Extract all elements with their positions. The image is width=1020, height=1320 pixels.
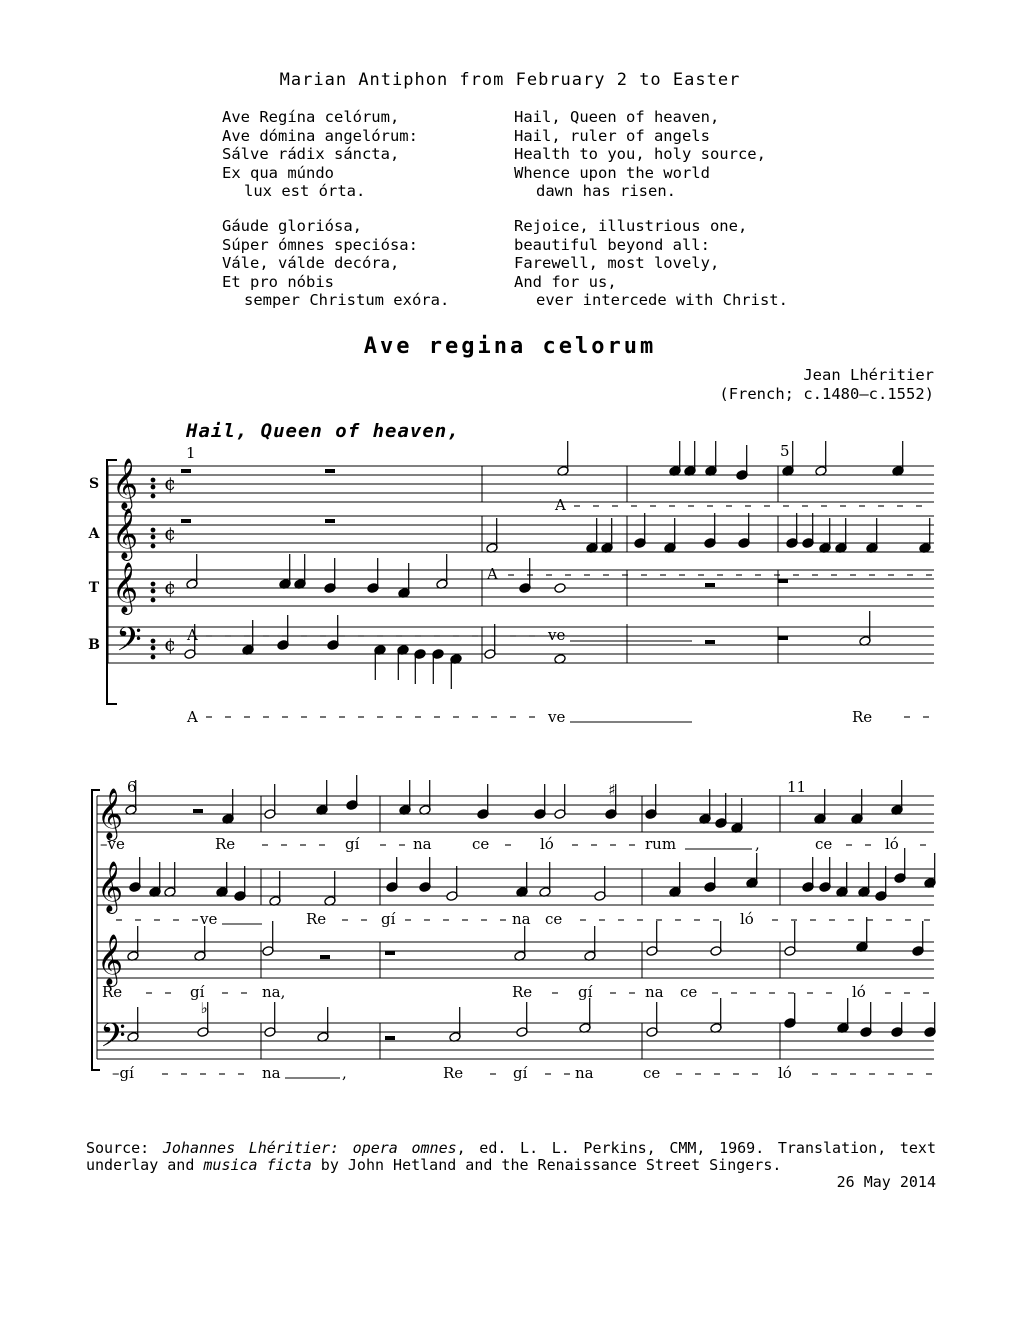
source-work: Johannes Lhéritier: opera omnes [162, 1139, 457, 1157]
lyric-syllable: , [755, 835, 760, 853]
rest [385, 1036, 395, 1040]
poem-line: lux est órta. [244, 182, 366, 200]
mensuration-dot [151, 485, 156, 490]
source-suffix: by John Hetland and the Renaissance Street Singers. [311, 1156, 782, 1174]
rest [778, 636, 788, 640]
mensuration-dot [151, 582, 156, 587]
poem-line: Health to you, holy source, [514, 145, 766, 163]
lyric-syllable: ce [472, 835, 490, 853]
lyric-syllable: ló [540, 835, 554, 853]
mensuration-dot [151, 639, 156, 644]
poem-line: Ave Regína celórum, [222, 108, 400, 126]
cut-time-icon: ¢ [164, 577, 177, 599]
poem-line: semper Christum exóra. [244, 291, 450, 309]
lyric-syllable: na [413, 835, 432, 853]
rest [705, 583, 715, 587]
lyric-syllable: ce [545, 910, 563, 928]
flat-icon: ♭ [200, 999, 208, 1017]
rest [181, 469, 191, 473]
mensuration-dot [151, 655, 156, 660]
antiphon-heading: Marian Antiphon from February 2 to Easter [279, 70, 741, 90]
treble-clef-icon: 𝄞 [97, 934, 124, 985]
lyric-syllable: ló [852, 983, 866, 1001]
measure-number: 6 [127, 778, 137, 796]
poem-line: Whence upon the world [514, 163, 710, 182]
mensuration-dot [151, 494, 156, 499]
bass-clef-icon: 𝄢 [100, 1017, 126, 1063]
poem-line: Gáude gloriósa, [222, 217, 362, 235]
measure-number: 11 [787, 778, 807, 796]
lyric-syllable: na [512, 910, 531, 928]
lyric-syllable: ce [815, 835, 833, 853]
lyric-syllable: gí [345, 835, 360, 853]
rest [385, 951, 395, 955]
poem-line: Hail, ruler of angels [514, 126, 710, 145]
lyric-syllable: gí [190, 983, 205, 1001]
mensuration-dot [151, 589, 156, 594]
poem-line: Sálve rádix sáncta, [222, 145, 400, 163]
lyric-syllable: ve [548, 626, 566, 644]
poem-line: Rejoice, illustrious one, [514, 217, 748, 235]
lyric-syllable: ce [643, 1064, 661, 1082]
lyric-syllable: Re [443, 1064, 464, 1082]
poem-line: beautiful beyond all: [514, 235, 710, 254]
lyric-syllable: ve [200, 910, 218, 928]
source-mid: , ed. L. L. Perkins, CMM, 1969. Translation, text underlay and [86, 1139, 936, 1174]
source-prefix: Source: [86, 1139, 163, 1157]
cut-time-icon: ¢ [164, 523, 177, 545]
lyric-syllable: ló [740, 910, 754, 928]
treble-clef-icon: 𝄞 [112, 508, 139, 559]
poem-line: Súper ómnes speciósa: [222, 235, 418, 254]
mensuration-dot [151, 478, 156, 483]
translation-incipit: Hail, Queen of heaven, [186, 420, 460, 442]
rest [193, 809, 203, 813]
rest [325, 469, 335, 473]
mensuration-dot [151, 528, 156, 533]
rest [325, 519, 335, 523]
treble-clef-icon: 𝄞 [97, 788, 124, 839]
poem-line: And for us, [514, 272, 617, 291]
composer-name: Jean Lhéritier [803, 366, 934, 384]
lyric-syllable: rum [645, 835, 677, 853]
lyric-syllable: A [487, 565, 498, 583]
lyric-syllable: –gí [112, 1064, 134, 1082]
poem-line: ever intercede with Christ. [536, 291, 788, 309]
lyric-syllable: , [342, 1064, 347, 1082]
lyric-syllable: gí [513, 1064, 528, 1082]
lyric-syllable: ló [885, 835, 899, 853]
source-ficta: musica ficta [203, 1156, 312, 1174]
treble-clef-icon: 𝄞 [112, 458, 139, 509]
voice-label: B [88, 637, 100, 653]
poem-line: Hail, Queen of heaven, [514, 108, 720, 126]
poem-line: Ave dómina angelórum: [222, 126, 418, 145]
lyric-syllable: na, [262, 983, 286, 1001]
lyric-syllable: A [187, 708, 198, 726]
voice-label: A [88, 526, 100, 542]
source-credit [86, 1140, 936, 1191]
lyric-syllable: gí [578, 983, 593, 1001]
cut-time-icon: ¢ [164, 634, 177, 656]
rest [778, 579, 788, 583]
bass-clef-icon: 𝄢 [116, 621, 142, 667]
composer-dates: (French; c.1480–c.1552) [719, 385, 934, 403]
measure-number: 5 [780, 442, 790, 460]
poem-line: Farewell, most lovely, [514, 254, 720, 272]
source-date: 26 May 2014 [836, 1173, 936, 1191]
rest [320, 955, 330, 959]
treble-clef-icon: 𝄞 [112, 562, 139, 613]
lyric-syllable: –ve [100, 835, 125, 853]
rest [181, 519, 191, 523]
mensuration-dot [151, 598, 156, 603]
poem-line: dawn has risen. [536, 182, 676, 200]
lyric-syllable: Re [852, 708, 873, 726]
lyric-syllable: Re [102, 983, 123, 1001]
voice-label: S [88, 476, 100, 492]
lyric-syllable: ló [778, 1064, 792, 1082]
lyric-syllable: ce [680, 983, 698, 1001]
cut-time-icon: ¢ [164, 473, 177, 495]
lyric-syllable: na [645, 983, 664, 1001]
sharp-icon: ♯ [608, 781, 616, 799]
poem-line: Et pro nóbis [222, 272, 334, 291]
treble-clef-icon: 𝄞 [97, 861, 124, 912]
lyric-syllable: A [187, 626, 198, 644]
mensuration-dot [151, 544, 156, 549]
poem-line: Vále, válde decóra, [222, 254, 400, 272]
lyric-syllable: A [555, 496, 566, 514]
note-head [554, 583, 566, 594]
lyric-syllable: na [262, 1064, 281, 1082]
measure-number: 1 [186, 444, 196, 462]
lyric-syllable: Re [512, 983, 533, 1001]
lyric-syllable: ve [548, 708, 566, 726]
lyric-syllable: gí [381, 910, 396, 928]
rest [705, 640, 715, 644]
lyric-syllable: na [575, 1064, 594, 1082]
poem-line: Ex qua múndo [222, 163, 334, 182]
lyric-syllable: Re [215, 835, 236, 853]
voice-label: T [88, 580, 100, 596]
piece-title: Ave regina celorum [363, 334, 657, 359]
mensuration-dot [151, 646, 156, 651]
mensuration-dot [151, 535, 156, 540]
lyric-syllable: Re [306, 910, 327, 928]
